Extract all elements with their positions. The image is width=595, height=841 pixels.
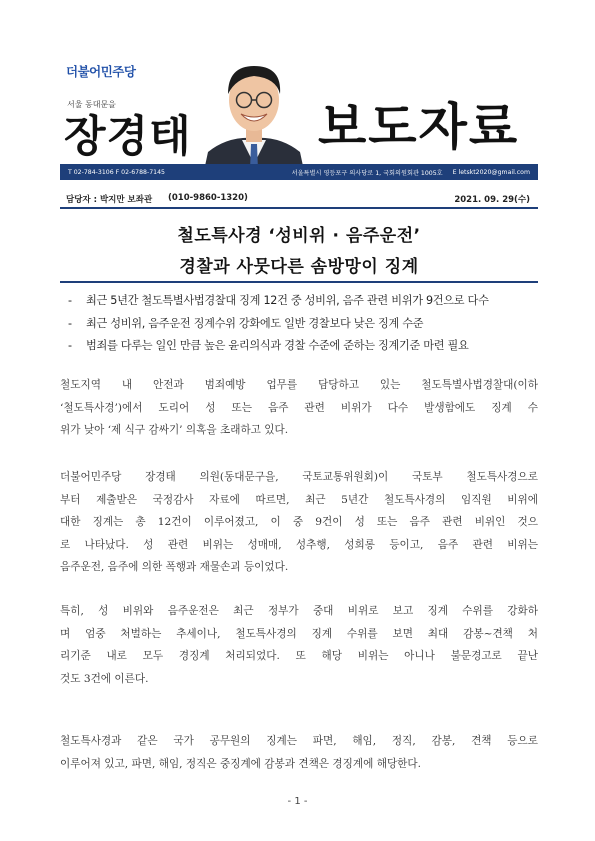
- page-number: - 1 -: [287, 796, 308, 807]
- release-date: 2021. 09. 29(수): [454, 195, 530, 205]
- contact-bar: [60, 164, 538, 180]
- body-paragraph-3: 특히, 성 비위와 음주운전은 최근 정부가 중대 비위로 보고 징계 수위를 강화하 며 엄중 처벌하는 추세이나, 철도특사경의 징계 수위를 보면 최대 감봉~견책 처 리기준 내로 모두 경징계 처리되었다. 또 해당 비위는 아니나 불문경고로 끝난 것도 3건에 이른다.: [60, 605, 538, 685]
- press-release-title: 보도자료: [318, 98, 520, 156]
- headline-divider: [60, 281, 538, 283]
- header-divider: [60, 207, 538, 209]
- press-header: [60, 40, 538, 192]
- contact-info-row: [60, 193, 538, 205]
- lawmaker-name: 장경태: [64, 112, 192, 162]
- summary-bullet: - 최근 5년간 철도특별사법경찰대 징계 12건 중 성비위, 음주 관련 비위가 9건으로 다수: [68, 294, 489, 307]
- lawmaker-portrait: [198, 52, 310, 180]
- summary-bullets: [68, 290, 538, 358]
- summary-bullet: - 범죄를 다루는 일인 만큼 높은 윤리의식과 경찰 수준에 준하는 징계기준 마련 필요: [68, 339, 469, 352]
- staff-phone: (010-9860-1320): [168, 193, 248, 203]
- body-paragraph-1: 철도지역 내 안전과 범죄예방 업무를 담당하고 있는 철도특별사법경찰대(이하 ‘철도특사경’)에서 도리어 성 또는 음주 관련 비위가 다수 발생함에도 징계 수 위가 낮아 ‘제 식구 감싸기’ 의혹을 초래하고 있다.: [60, 379, 538, 436]
- party-logo: 더불어민주당: [66, 64, 136, 79]
- headline-line-1: 철도특사경 ‘성비위 · 음주운전’: [177, 226, 421, 246]
- staff-contact: 담당자 : 박지만 보좌관: [66, 195, 153, 205]
- summary-bullet: - 최근 성비위, 음주운전 징계수위 강화에도 일반 경찰보다 낮은 징계 수준: [68, 316, 424, 330]
- office-phone: T 02-784-3106 F 02-6788-7145: [68, 168, 165, 176]
- office-email: E letskt2020@gmail.com: [452, 168, 530, 176]
- district-label: 서울 동대문을: [67, 100, 116, 109]
- body-paragraph-2: 더불어민주당 장경태 의원(동대문구을, 국토교통위원회)이 국토부 철도특사경으로 부터 제출받은 국정감사 자료에 따르면, 최근 5년간 철도특사경의 임직원 비위에 대한 징계는 총 12건이 이루어졌고, 이 중 9건이 성 또는 음주 관련 비위인 것으 로 나타났다. 성 관련 비위는 성매매, 성추행, 성희롱 등이고, 음주 관련 비위는 음주운전, 음주에 의한 폭행과 재물손괴 등이었다.: [60, 471, 538, 573]
- body-paragraph-4: 철도특사경과 같은 국가 공무원의 징계는 파면, 해임, 정직, 감봉, 견책 등으로 이루어져 있고, 파면, 해임, 정직은 중징계에 감봉과 견책은 경징계에 해당한다.: [60, 735, 538, 770]
- office-address: 서울특별시 영등포구 의사당로 1, 국회의원회관 1005호: [291, 169, 443, 177]
- headline-line-2: 경찰과 사뭇다른 솜방망이 징계: [179, 257, 419, 277]
